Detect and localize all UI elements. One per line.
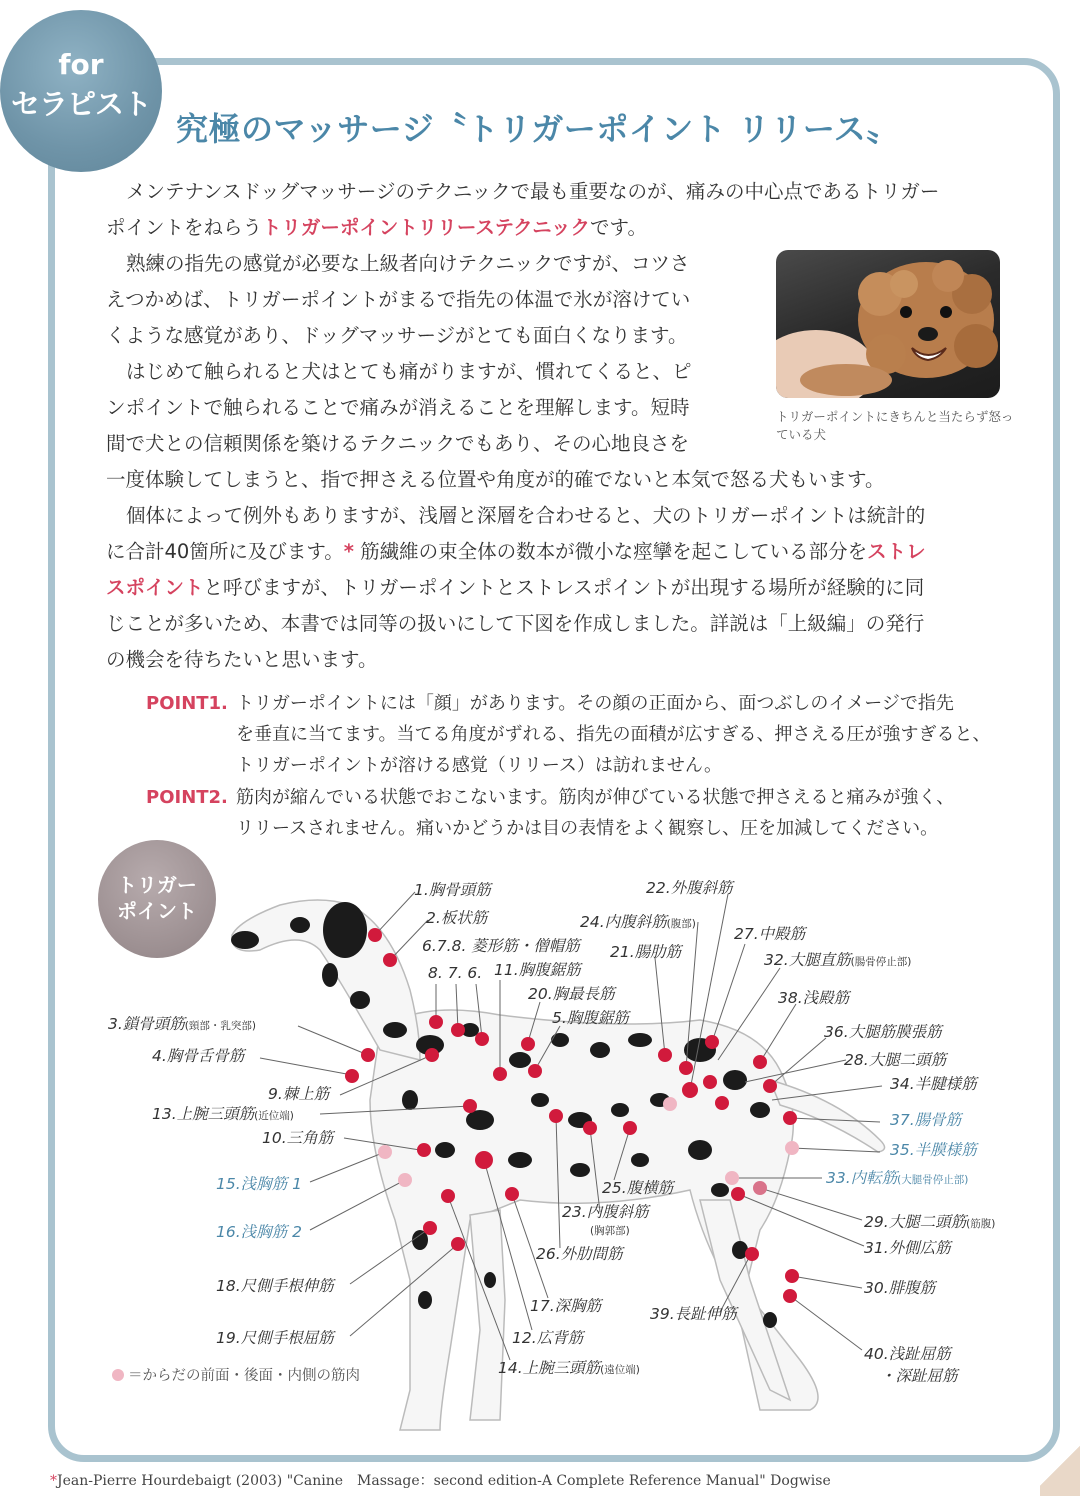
point2-label: POINT2.	[146, 787, 228, 808]
trigger-badge-line1: トリガー	[117, 873, 197, 897]
point1-line2: を垂直に当てます。当てる角度がずれる、指先の面積が広すぎる、押さえる圧が強すぎると、	[236, 724, 991, 745]
label-28: 28.大腿二頭筋	[844, 1051, 947, 1069]
label-16: 16.浅胸筋 2	[216, 1223, 302, 1241]
skill-line6: 間で犬との信頼関係を築けるテクニックでもあり、その心地良さを	[106, 432, 690, 455]
label-17: 17.深胸筋	[530, 1297, 602, 1315]
label-2: 2.板状筋	[426, 909, 488, 927]
for-therapist-badge	[0, 10, 162, 172]
skill-line4: はじめて触られると犬はとても痛がりますが、慣れてくると、ピ	[126, 360, 692, 383]
skill-line7: 一度体験してしまうと、指で押さえる位置や角度が的確でないと本気で怒る犬もいます。	[106, 468, 885, 491]
label-5: 5.胸腹鋸筋	[552, 1009, 629, 1027]
label-34: 34.半腱様筋	[890, 1075, 977, 1093]
label-23-sub: (胸郭部)	[590, 1225, 630, 1237]
label-23: 23.内腹斜筋	[562, 1203, 649, 1221]
highlight-technique: トリガーポイントリリーステクニック	[262, 216, 591, 239]
intro-line2: ポイントをねらうトリガーポイントリリーステクニックです。	[106, 216, 647, 239]
highlight-stress-point: スポイント	[106, 576, 204, 599]
stats-line4: じことが多いため、本書では同等の扱いにして下図を作成しました。詳説は「上級編」の発行	[106, 612, 925, 635]
point2-line2: リリースされません。痛いかどうかは目の表情をよく観察し、圧を加減してください。	[236, 818, 939, 839]
skill-line1: 熟練の指先の感覚が必要な上級者向けテクニックですが、コツさ	[126, 252, 690, 275]
photo-caption: トリガーポイントにきちんと当たらず怒っている犬	[776, 409, 1014, 442]
badge-line1: for	[58, 48, 104, 81]
label-21: 21.腸肋筋	[610, 943, 682, 961]
label-19: 19.尺側手根屈筋	[216, 1329, 334, 1347]
skill-line5: ンポイントで触られることで痛みが消えることを理解します。短時	[106, 396, 690, 419]
label-30: 30.腓腹筋	[864, 1279, 936, 1297]
badge-line2: セラピスト	[10, 87, 151, 121]
label-36: 36.大腿筋膜張筋	[824, 1023, 942, 1041]
label-40a: 40.浅趾屈筋	[864, 1345, 951, 1363]
point1-line1: トリガーポイントには「顔」があります。その顔の正面から、面つぶしのイメージで指先	[236, 693, 954, 714]
label-38: 38.浅殿筋	[778, 989, 850, 1007]
label-39: 39.長趾伸筋	[650, 1305, 737, 1323]
label-18: 18.尺側手根伸筋	[216, 1277, 334, 1295]
label-9: 9.棘上筋	[268, 1085, 330, 1103]
page-title: 究極のマッサージ〝トリガーポイント リリース〟	[176, 110, 899, 148]
label-1: 1.胸骨頭筋	[414, 881, 491, 899]
stats-line3: スポイントと呼びますが、トリガーポイントとストレスポイントが出現する場所が経験的に同	[106, 576, 925, 599]
label-13: 13.上腕三頭筋(近位端)	[152, 1105, 294, 1123]
label-20: 20.胸最長筋	[528, 985, 615, 1003]
stats-line1: 個体によって例外もありますが、浅層と深層を合わせると、犬のトリガーポイントは統計的	[126, 504, 926, 527]
label-14: 14.上腕三頭筋(遠位端)	[498, 1359, 640, 1377]
label-4: 4.胸骨舌骨筋	[152, 1047, 245, 1065]
label-35: 35.半膜様筋	[890, 1141, 977, 1159]
footnote: *Jean-Pierre Hourdebaigt (2003) "Canine Massage：second edition-A Complete Reference Manual" Dogwise	[50, 1473, 831, 1489]
point1-label: POINT1.	[146, 693, 228, 714]
label-3: 3.鎖骨頭筋(頸部・乳突部)	[108, 1015, 256, 1033]
label-27: 27.中殿筋	[734, 925, 806, 943]
label-37: 37.腸骨筋	[890, 1111, 962, 1129]
page-corner	[1040, 1436, 1080, 1496]
label-15: 15.浅胸筋 1	[216, 1175, 302, 1193]
label-24: 24.内腹斜筋(腹部)	[580, 913, 696, 931]
label-11: 11.胸腹鋸筋	[494, 961, 581, 979]
stats-line2: に合計40箇所に及びます。* 筋繊維の束全体の数本が微小な痙攣を起こしている部分をストレ	[106, 540, 926, 563]
label-678: 6.7.8. 菱形筋・僧帽筋	[422, 937, 580, 955]
trigger-badge-line2: ポイント	[117, 899, 197, 923]
point1-line3: トリガーポイントが溶ける感覚（リリース）は訪れません。	[236, 755, 722, 776]
label-31: 31.外側広筋	[864, 1239, 951, 1257]
label-26: 26.外肋間筋	[536, 1245, 623, 1263]
label-12: 12.広背筋	[512, 1329, 584, 1347]
label-40b: ・深趾屈筋	[880, 1367, 958, 1385]
label-33: 33.内転筋(大腿骨停止部)	[826, 1169, 969, 1187]
light-dot-icon	[112, 1369, 124, 1381]
label-876: 8. 7. 6.	[428, 964, 483, 982]
skill-line3: くような感覚があり、ドッグマッサージがとても面白くなります。	[106, 324, 688, 347]
skill-line2: えつかめば、トリガーポイントがまるで指先の体温で氷が溶けてい	[106, 288, 691, 311]
point2-line1: 筋肉が縮んでいる状態でおこないます。筋肉が伸びている状態で押さえると痛みが強く、	[236, 787, 955, 808]
label-32: 32.大腿直筋(腸骨停止部)	[764, 951, 912, 969]
stats-line5: の機会を待ちたいと思います。	[106, 648, 378, 671]
intro-line1: メンテナンスドッグマッサージのテクニックで最も重要なのが、痛みの中心点であるトリガー	[126, 180, 940, 203]
label-22: 22.外腹斜筋	[646, 879, 733, 897]
legend: ＝からだの前面・後面・内側の筋肉	[112, 1364, 360, 1385]
label-29: 29.大腿二頭筋(筋腹)	[864, 1213, 996, 1231]
label-25: 25.腹横筋	[602, 1179, 674, 1197]
label-10: 10.三角筋	[262, 1129, 334, 1147]
